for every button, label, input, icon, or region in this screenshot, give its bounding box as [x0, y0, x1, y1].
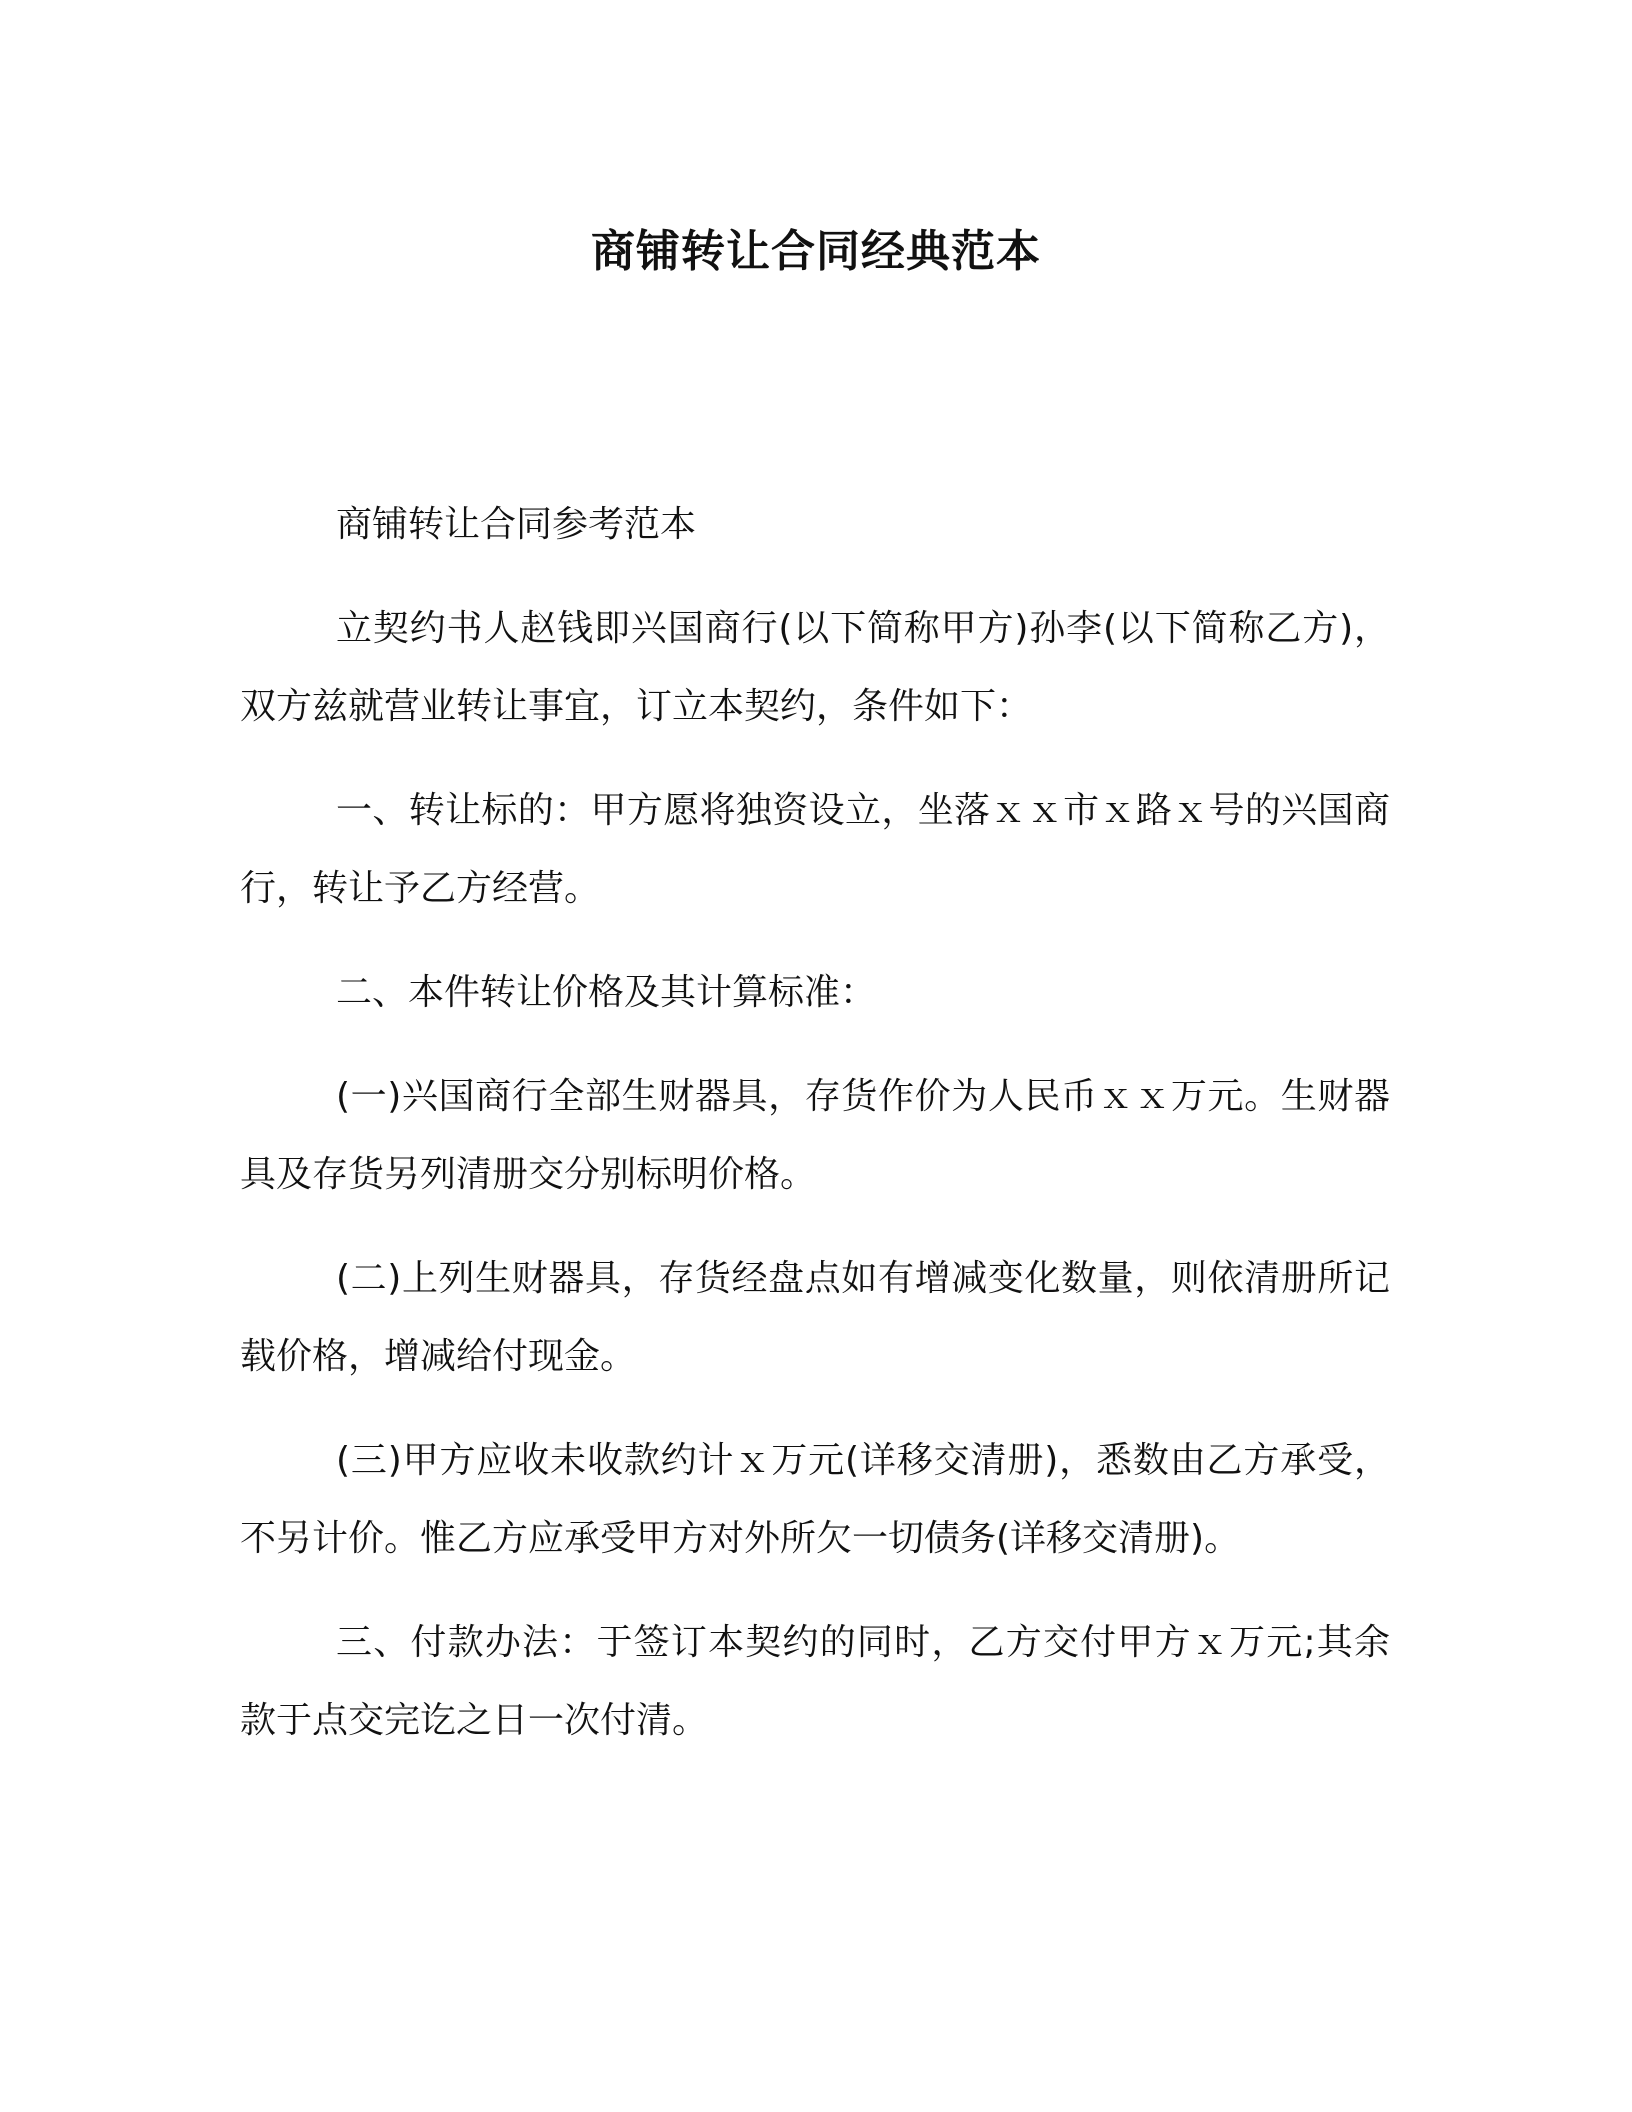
subtitle-paragraph: 商铺转让合同参考范本 — [336, 504, 697, 545]
preamble-paragraph: 立契约书人赵钱即兴国商行(以下简称甲方)孙李(以下简称乙方)，双方兹就营业转让事宜，订立本契约，条件如下： — [240, 608, 1390, 727]
document-title: 商铺转让合同经典范本 — [591, 226, 1041, 277]
clause-2-item-1: (一)兴国商行全部生财器具，存货作价为人民币ｘｘ万元。生财器具及存货另列清册交分别标明价格。 — [240, 1076, 1390, 1195]
document-body — [240, 486, 1390, 1786]
clause-3-paragraph: 三、付款办法：于签订本契约的同时，乙方交付甲方ｘ万元;其余款于点交完讫之日一次付清。 — [240, 1622, 1390, 1741]
clause-2-item-3: (三)甲方应收未收款约计ｘ万元(详移交清册)，悉数由乙方承受，不另计价。惟乙方应承受甲方对外所欠一切债务(详移交清册)。 — [240, 1440, 1390, 1559]
clause-2-item-2: (二)上列生财器具，存货经盘点如有增减变化数量，则依清册所记载价格，增减给付现金。 — [240, 1258, 1390, 1377]
clause-2-heading: 二、本件转让价格及其计算标准： — [336, 972, 877, 1013]
clause-1-paragraph: 一、转让标的：甲方愿将独资设立，坐落ｘｘ市ｘ路ｘ号的兴国商行，转让予乙方经营。 — [240, 790, 1390, 909]
